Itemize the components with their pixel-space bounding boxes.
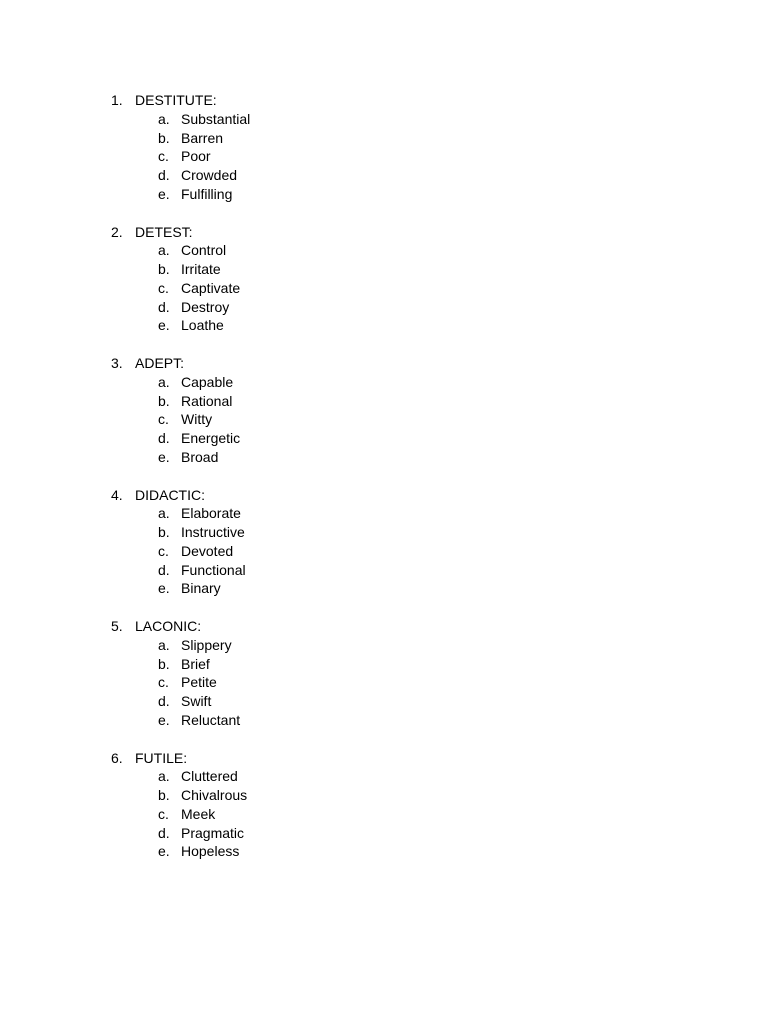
option-letter: d.	[158, 167, 170, 184]
document-page	[0, 91, 768, 880]
question-number: 1.	[111, 92, 123, 108]
option-letter: d.	[158, 561, 170, 578]
option-letter: e.	[158, 711, 170, 728]
option-letter: c.	[158, 805, 169, 822]
option-text: Hopeless	[181, 843, 240, 860]
option-text: Devoted	[181, 542, 234, 559]
option-text: Binary	[181, 580, 221, 597]
answer-option	[0, 504, 768, 523]
answer-option	[0, 636, 768, 655]
option-letter: d.	[158, 430, 170, 447]
question-heading	[0, 91, 768, 110]
option-letter: a.	[158, 242, 170, 259]
option-letter: a.	[158, 505, 170, 522]
answer-option	[0, 692, 768, 711]
option-text: Fulfilling	[181, 185, 233, 202]
answer-option	[0, 166, 768, 185]
option-text: Captivate	[181, 279, 241, 296]
answer-option	[0, 842, 768, 861]
option-letter: e.	[158, 448, 170, 465]
option-text: Rational	[181, 392, 233, 409]
answer-option	[0, 805, 768, 824]
option-text: Barren	[181, 129, 224, 146]
option-letter: a.	[158, 110, 170, 127]
option-letter: e.	[158, 580, 170, 597]
answer-option	[0, 279, 768, 298]
answer-option	[0, 129, 768, 148]
question-heading	[0, 223, 768, 242]
question-number: 5.	[111, 618, 123, 634]
answer-option	[0, 673, 768, 692]
answer-option	[0, 767, 768, 786]
option-text: Petite	[181, 674, 217, 691]
answer-option	[0, 542, 768, 561]
answer-option	[0, 824, 768, 843]
option-letter: d.	[158, 693, 170, 710]
answer-option	[0, 185, 768, 204]
answer-option	[0, 260, 768, 279]
question-6	[0, 749, 768, 881]
answer-option	[0, 147, 768, 166]
option-text: Cluttered	[181, 768, 238, 785]
option-letter: b.	[158, 392, 170, 409]
question-word: DIDACTIC:	[135, 486, 205, 503]
answer-option	[0, 410, 768, 429]
option-text: Instructive	[181, 524, 245, 541]
question-word: ADEPT:	[135, 355, 185, 371]
option-text: Swift	[181, 693, 212, 710]
question-5	[0, 617, 768, 749]
option-letter: c.	[158, 279, 169, 296]
answer-option	[0, 579, 768, 598]
answer-option	[0, 655, 768, 674]
option-text: Poor	[181, 148, 211, 165]
answer-option	[0, 241, 768, 260]
question-4	[0, 486, 768, 618]
option-letter: a.	[158, 768, 170, 785]
option-text: Brief	[181, 655, 210, 672]
question-3	[0, 354, 768, 486]
question-heading	[0, 486, 768, 505]
option-letter: a.	[158, 373, 170, 390]
question-word: LACONIC:	[135, 618, 202, 634]
answer-option	[0, 110, 768, 129]
question-word: DETEST:	[135, 223, 193, 240]
option-text: Destroy	[181, 298, 230, 315]
answer-option	[0, 429, 768, 448]
option-text: Energetic	[181, 430, 241, 447]
answer-option	[0, 523, 768, 542]
question-number: 3.	[111, 355, 123, 371]
option-letter: b.	[158, 655, 170, 672]
option-text: Substantial	[181, 110, 251, 127]
option-letter: e.	[158, 185, 170, 202]
question-number: 6.	[111, 749, 123, 766]
option-letter: b.	[158, 261, 170, 278]
question-1	[0, 91, 768, 223]
option-letter: a.	[158, 636, 170, 653]
option-letter: c.	[158, 674, 169, 691]
option-letter: c.	[158, 411, 169, 428]
option-text: Reluctant	[181, 711, 241, 728]
question-heading	[0, 617, 768, 636]
question-heading	[0, 354, 768, 373]
option-text: Functional	[181, 561, 246, 578]
option-letter: e.	[158, 317, 170, 334]
answer-option	[0, 561, 768, 580]
answer-option	[0, 392, 768, 411]
option-text: Pragmatic	[181, 824, 245, 841]
option-letter: e.	[158, 843, 170, 860]
option-text: Chivalrous	[181, 787, 248, 804]
answer-option	[0, 786, 768, 805]
answer-option	[0, 711, 768, 730]
answer-option	[0, 298, 768, 317]
option-letter: d.	[158, 824, 170, 841]
question-heading	[0, 749, 768, 768]
option-text: Control	[181, 242, 227, 259]
answer-option	[0, 316, 768, 335]
option-letter: c.	[158, 542, 169, 559]
question-number: 4.	[111, 486, 123, 503]
option-text: Witty	[181, 411, 213, 428]
answer-option	[0, 373, 768, 392]
question-number: 2.	[111, 223, 123, 240]
question-2	[0, 223, 768, 355]
option-text: Loathe	[181, 317, 224, 334]
option-letter: b.	[158, 524, 170, 541]
option-text: Irritate	[181, 261, 221, 278]
answer-option	[0, 448, 768, 467]
option-letter: b.	[158, 129, 170, 146]
option-text: Crowded	[181, 167, 238, 184]
option-text: Capable	[181, 373, 234, 390]
option-text: Broad	[181, 448, 219, 465]
question-word: FUTILE:	[135, 749, 188, 766]
option-text: Meek	[181, 805, 216, 822]
question-word: DESTITUTE:	[135, 92, 217, 108]
option-text: Slippery	[181, 636, 232, 653]
option-text: Elaborate	[181, 505, 241, 522]
option-letter: d.	[158, 298, 170, 315]
option-letter: c.	[158, 148, 169, 165]
option-letter: b.	[158, 787, 170, 804]
